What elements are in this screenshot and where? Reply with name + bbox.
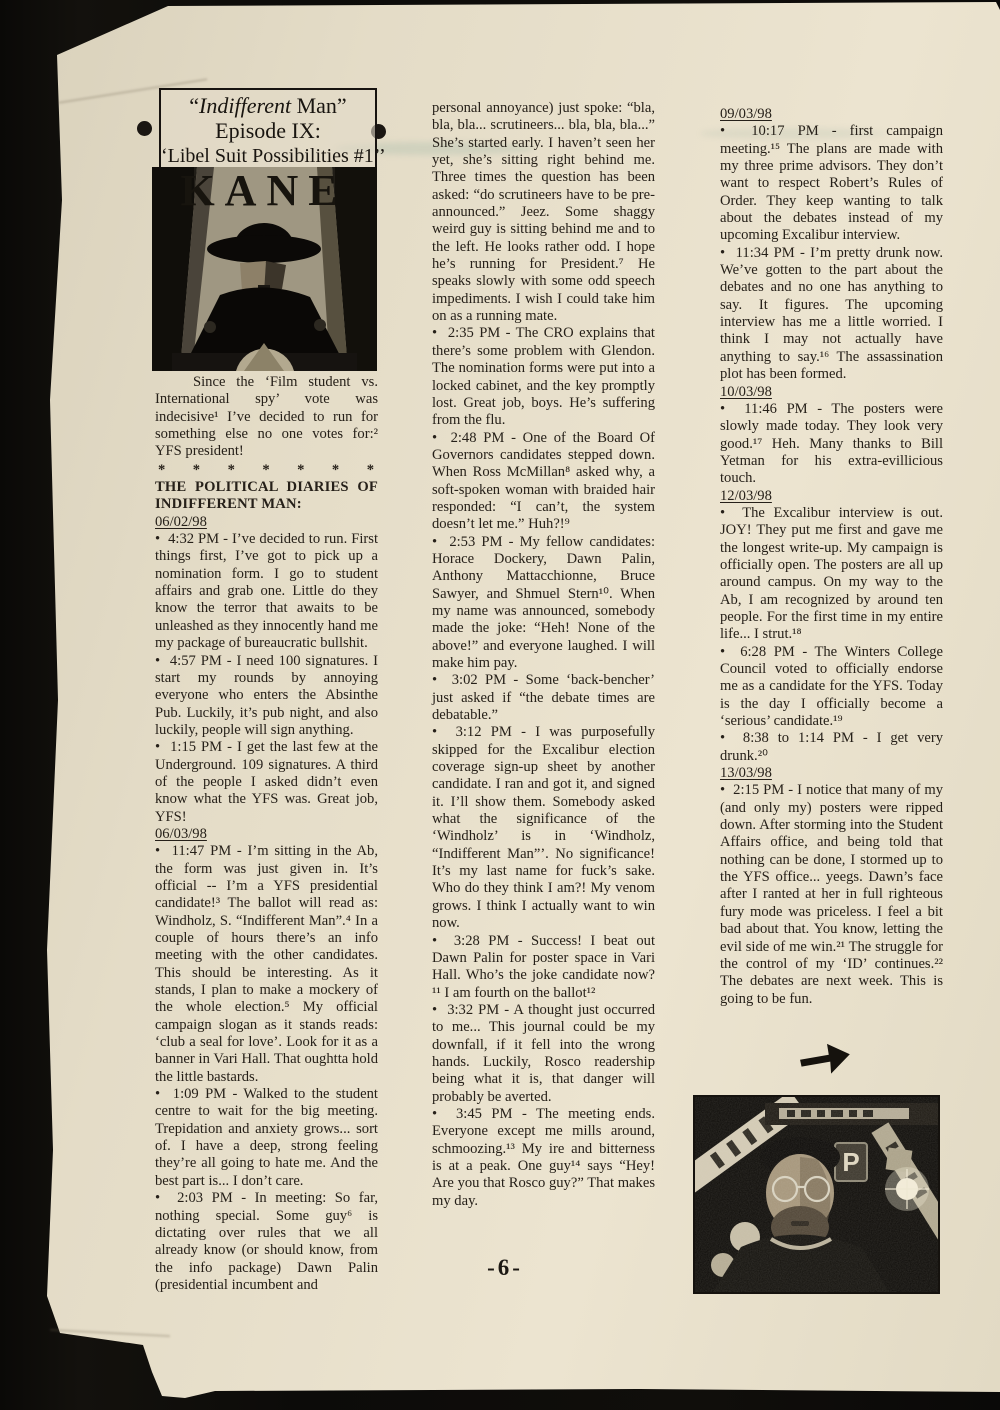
- diary-entry: • 11:34 PM - I’m pretty drunk now. We’ve gotten to the part about the debates and no one has anything to say. It figures. The upcoming interview has me a little worried. I think I may not actually have anything to say.¹⁶ The assassination plot has been formed.: [720, 244, 943, 383]
- diary-entry: • 10:17 PM - first campaign meeting.¹⁵ The plans are made with my three prime advisors. They don’t want to respect Robert’s Rules of Order. They keep wanting to talk about the debates instead of my upcoming Excalibur interview.: [720, 123, 943, 244]
- continued-arrow-icon: [797, 1036, 853, 1085]
- diary-entry: • 2:48 PM - One of the Board Of Governors candidates stepped down. When Ross McMillan⁸ asked why, a soft-spoken woman with braided hair responded: “I can’t, the system doesn’t let me.” Huh?!⁹: [432, 429, 655, 533]
- diary-entry: • 11:47 PM - I’m sitting in the Ab, the form was just given in. It’s official -- I’m a YFS presidential candidate!³ The ballot will read as: Windholz, S. “Indifferent Man”.⁴ In a couple of hours there’s an info meeting with the other candidates. This should be interesting. As it stands, I plan to make a mockery of the whole election.⁵ My official campaign slogan as it stands reads: ‘club a seal for love’. Look for it as a banner in Vari Hall. That oughtta hold the little bastards.: [155, 843, 378, 1085]
- diary-entry: • The Excalibur interview is out. JOY! They put me first and gave me the longest write-up. My campaign is officially open. The posters are all up around campus. On my way to the Ab, I am recognized by around ten people. For the first time in my entire life... I strut.¹⁸: [720, 504, 943, 643]
- kane-photo: [152, 167, 377, 371]
- date-heading: 09/03/98: [720, 106, 772, 122]
- diary-entry: • 6:28 PM - The Winters College Council voted to officially endorse me as a candidate for the YFS. Today is the day I officially become a ‘serious’ candidate.¹⁹: [720, 643, 943, 730]
- diary-entry: • 4:57 PM - I need 100 signatures. I start my rounds by annoying everyone who enters the Absinthe Pub. Luckily, it’s pub night, and also luckily, people will sign anything.: [155, 652, 378, 738]
- continued-paragraph: personal annoyance) just spoke: “bla, bla, bla... scrutineers... bla, bla, bla...” She’s started early. I haven’t seen her yet, she’s sitting right behind me. Three times the question has been asked: “do scrutineers have to be pre-announced.” Jeez. Some shaggy weird guy is sitting behind me and to the left. He looks rather odd. I hope he’s running for President.⁷ He speaks slowly with some odd speech impediments. I wish I could take him on as a running mate.: [432, 100, 655, 325]
- diary-entry: • 3:02 PM - Some ‘back-bencher’ just asked if “the debate times are debatable.”: [432, 672, 655, 724]
- date-heading: 10/03/98: [720, 383, 772, 400]
- diary-heading: THE POLITICAL DIARIES OF INDIFFERENT MAN:: [155, 479, 378, 513]
- diary-entry: • 3:28 PM - Success! I beat out Dawn Palin for poster space in Vari Hall. Who’s the joke candidate now?¹¹ I am fourth on the ballot¹²: [432, 932, 655, 1001]
- column-3: [720, 106, 943, 1008]
- asterisk-separator: * * * * * * *: [158, 461, 375, 478]
- diary-entry: • 2:53 PM - My fellow candidates: Horace Dockery, Dawn Palin, Anthony Mattacchionne, Bruce Sawyer, and Shmuel Stern¹⁰. When my name was announced, somebody made the joke: “Heh! None of the above!” and everyone laughed. I will make him pay.: [432, 533, 655, 671]
- bullet-dot-left: [137, 121, 152, 136]
- intro-paragraph: Since the ‘Film student vs. International spy’ vote was indecisive¹ I’ve decided to run for something else no one votes for:² YFS president!: [155, 374, 378, 460]
- diary-entry: • 8:38 to 1:14 PM - I get very drunk.²⁰: [720, 730, 943, 764]
- diary-entry: • 3:45 PM - The meeting ends. Everyone except me mills around, schmoozing.¹³ My ire and bitterness is at a peak. One guy¹⁴ says “Hey! Are you that Rosco guy?” That makes my day.: [432, 1105, 655, 1209]
- diary-entry: • 3:12 PM - I was purposefully skipped for the Excalibur election coverage sign-up sheet by another candidate. I ran and got it, and signed it. I’ll show them. Somebody asked what the significance of the ‘Windholz’ is in ‘Windholz, “Indifferent Man”’. No significance! It’s my last name for fuck’s sake. Who do they think I am?! My venom grows. I think I actually want to win now.: [432, 724, 655, 932]
- episode-title-box: [159, 88, 386, 171]
- diary-entry: • 3:32 PM - A thought just occurred to me... This journal could be my downfall, if it fell into the wrong hands. Luckily, Rosco readership being what it is, that danger will probably be averted.: [432, 1001, 655, 1105]
- column-2: [432, 100, 655, 1210]
- diary-entry: • 1:09 PM - Walked to the student centre to wait for the big meeting. Trepidation and anxiety grows... sort of. I have a deep, strong feeling they’re all going to hate me. And the best part is... I don’t care.: [155, 1086, 378, 1189]
- episode-number: Episode IX:: [215, 118, 321, 143]
- date-heading: 06/03/98: [155, 825, 207, 842]
- series-title-italic: Indifferent: [199, 93, 292, 118]
- episode-subtitle: ‘Libel Suit Possibilities #1’’: [161, 145, 386, 167]
- diary-entry: • 2:03 PM - In meeting: So far, nothing special. Some guy⁶ is dictating over rules that we all already know (or should know, from the info package) Dawn Palin (presidential incumbent and: [155, 1190, 378, 1293]
- diary-entry: • 1:15 PM - I get the last few at the Underground. 109 signatures. A third of the people I asked didn’t even know what the YFS was. Great job, YFS!: [155, 739, 378, 825]
- date-heading: 13/03/98: [720, 765, 772, 782]
- diary-entry: • 11:46 PM - The posters were slowly made today. They look very good.¹⁷ Heh. Many thanks to Bill Yetman for his extra-evillicious touch.: [720, 400, 943, 487]
- kane-photo-illustration: [152, 167, 377, 371]
- date-heading: 12/03/98: [720, 487, 772, 504]
- diary-entry: • 2:35 PM - The CRO explains that there’s some problem with Glendon. The nomination forms were put into a locked cabinet, and the key promptly lost. Great job, boys. He’s suffering from the flu.: [432, 325, 655, 429]
- diary-entry: • 4:32 PM - I’ve decided to run. First things first, I’ve got to pick up a nomination form. I go to student affairs and grab one. Little do they know the terror that awaits to be unleashed as they innocently hand me my package of bureaucratic bullshit.: [155, 531, 378, 652]
- series-title: “Indifferent Man”: [189, 93, 347, 118]
- column-1: [155, 374, 378, 1294]
- page-number: -6-: [487, 1255, 523, 1280]
- date-heading: 06/02/98: [155, 513, 207, 530]
- diary-entry: • 2:15 PM - I notice that many of my (and only my) posters were ripped down. After storming into the Student Affairs office, and being told that nothing can be done, I stormed up to the YFS office... yeegs. Dawn’s face after I ranted at her in full righteous fury mode was priceless. I feel a bit bad about that. You know, letting the evil side of me win.²¹ The struggle for the control of my ‘ID’ continues.²² The debates are next week. This is going to be fun.: [720, 782, 943, 1007]
- rosco-photo: [695, 1097, 938, 1292]
- rosco-photo-illustration: [695, 1097, 938, 1292]
- kane-poster-text: KANE: [180, 167, 348, 215]
